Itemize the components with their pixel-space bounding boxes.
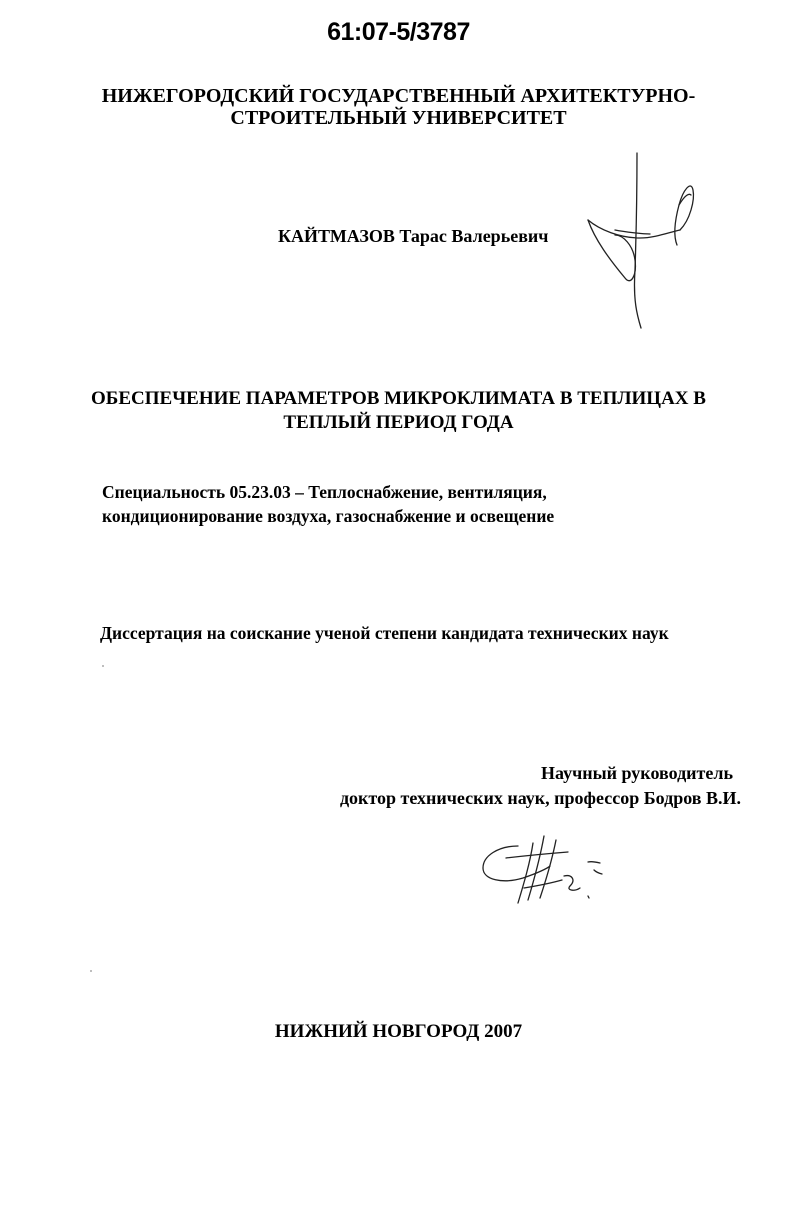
dissertation-degree: Диссертация на соискание ученой степени кандидата технических наук	[100, 623, 669, 643]
city-and-year: НИЖНИЙ НОВГОРОД 2007	[274, 1021, 523, 1042]
university-name-line-2: СТРОИТЕЛЬНЫЙ УНИВЕРСИТЕТ	[230, 107, 567, 129]
scan-speck	[102, 665, 104, 667]
dissertation-title-line-2: ТЕПЛЫЙ ПЕРИОД ГОДА	[283, 412, 514, 433]
supervisor-label: Научный руководитель	[541, 763, 733, 783]
supervisor-signature-icon	[478, 828, 618, 908]
author-signature-icon	[585, 150, 705, 330]
specialty-line-1: Специальность 05.23.03 – Теплоснабжение, вентиляция,	[102, 482, 547, 502]
supervisor-name: доктор технических наук, профессор Бодров В.И.	[339, 788, 741, 808]
catalog-number: 61:07-5/3787	[327, 18, 470, 46]
scan-speck	[90, 970, 92, 972]
dissertation-title-line-1: ОБЕСПЕЧЕНИЕ ПАРАМЕТРОВ МИКРОКЛИМАТА В ТЕПЛИЦАХ В	[91, 388, 706, 409]
specialty-line-2: кондиционирование воздуха, газоснабжение и освещение	[102, 506, 555, 526]
university-name-line-1: НИЖЕГОРОДСКИЙ ГОСУДАРСТВЕННЫЙ АРХИТЕКТУРНО-	[101, 85, 696, 107]
author-name: КАЙТМАЗОВ Тарас Валерьевич	[278, 226, 549, 246]
